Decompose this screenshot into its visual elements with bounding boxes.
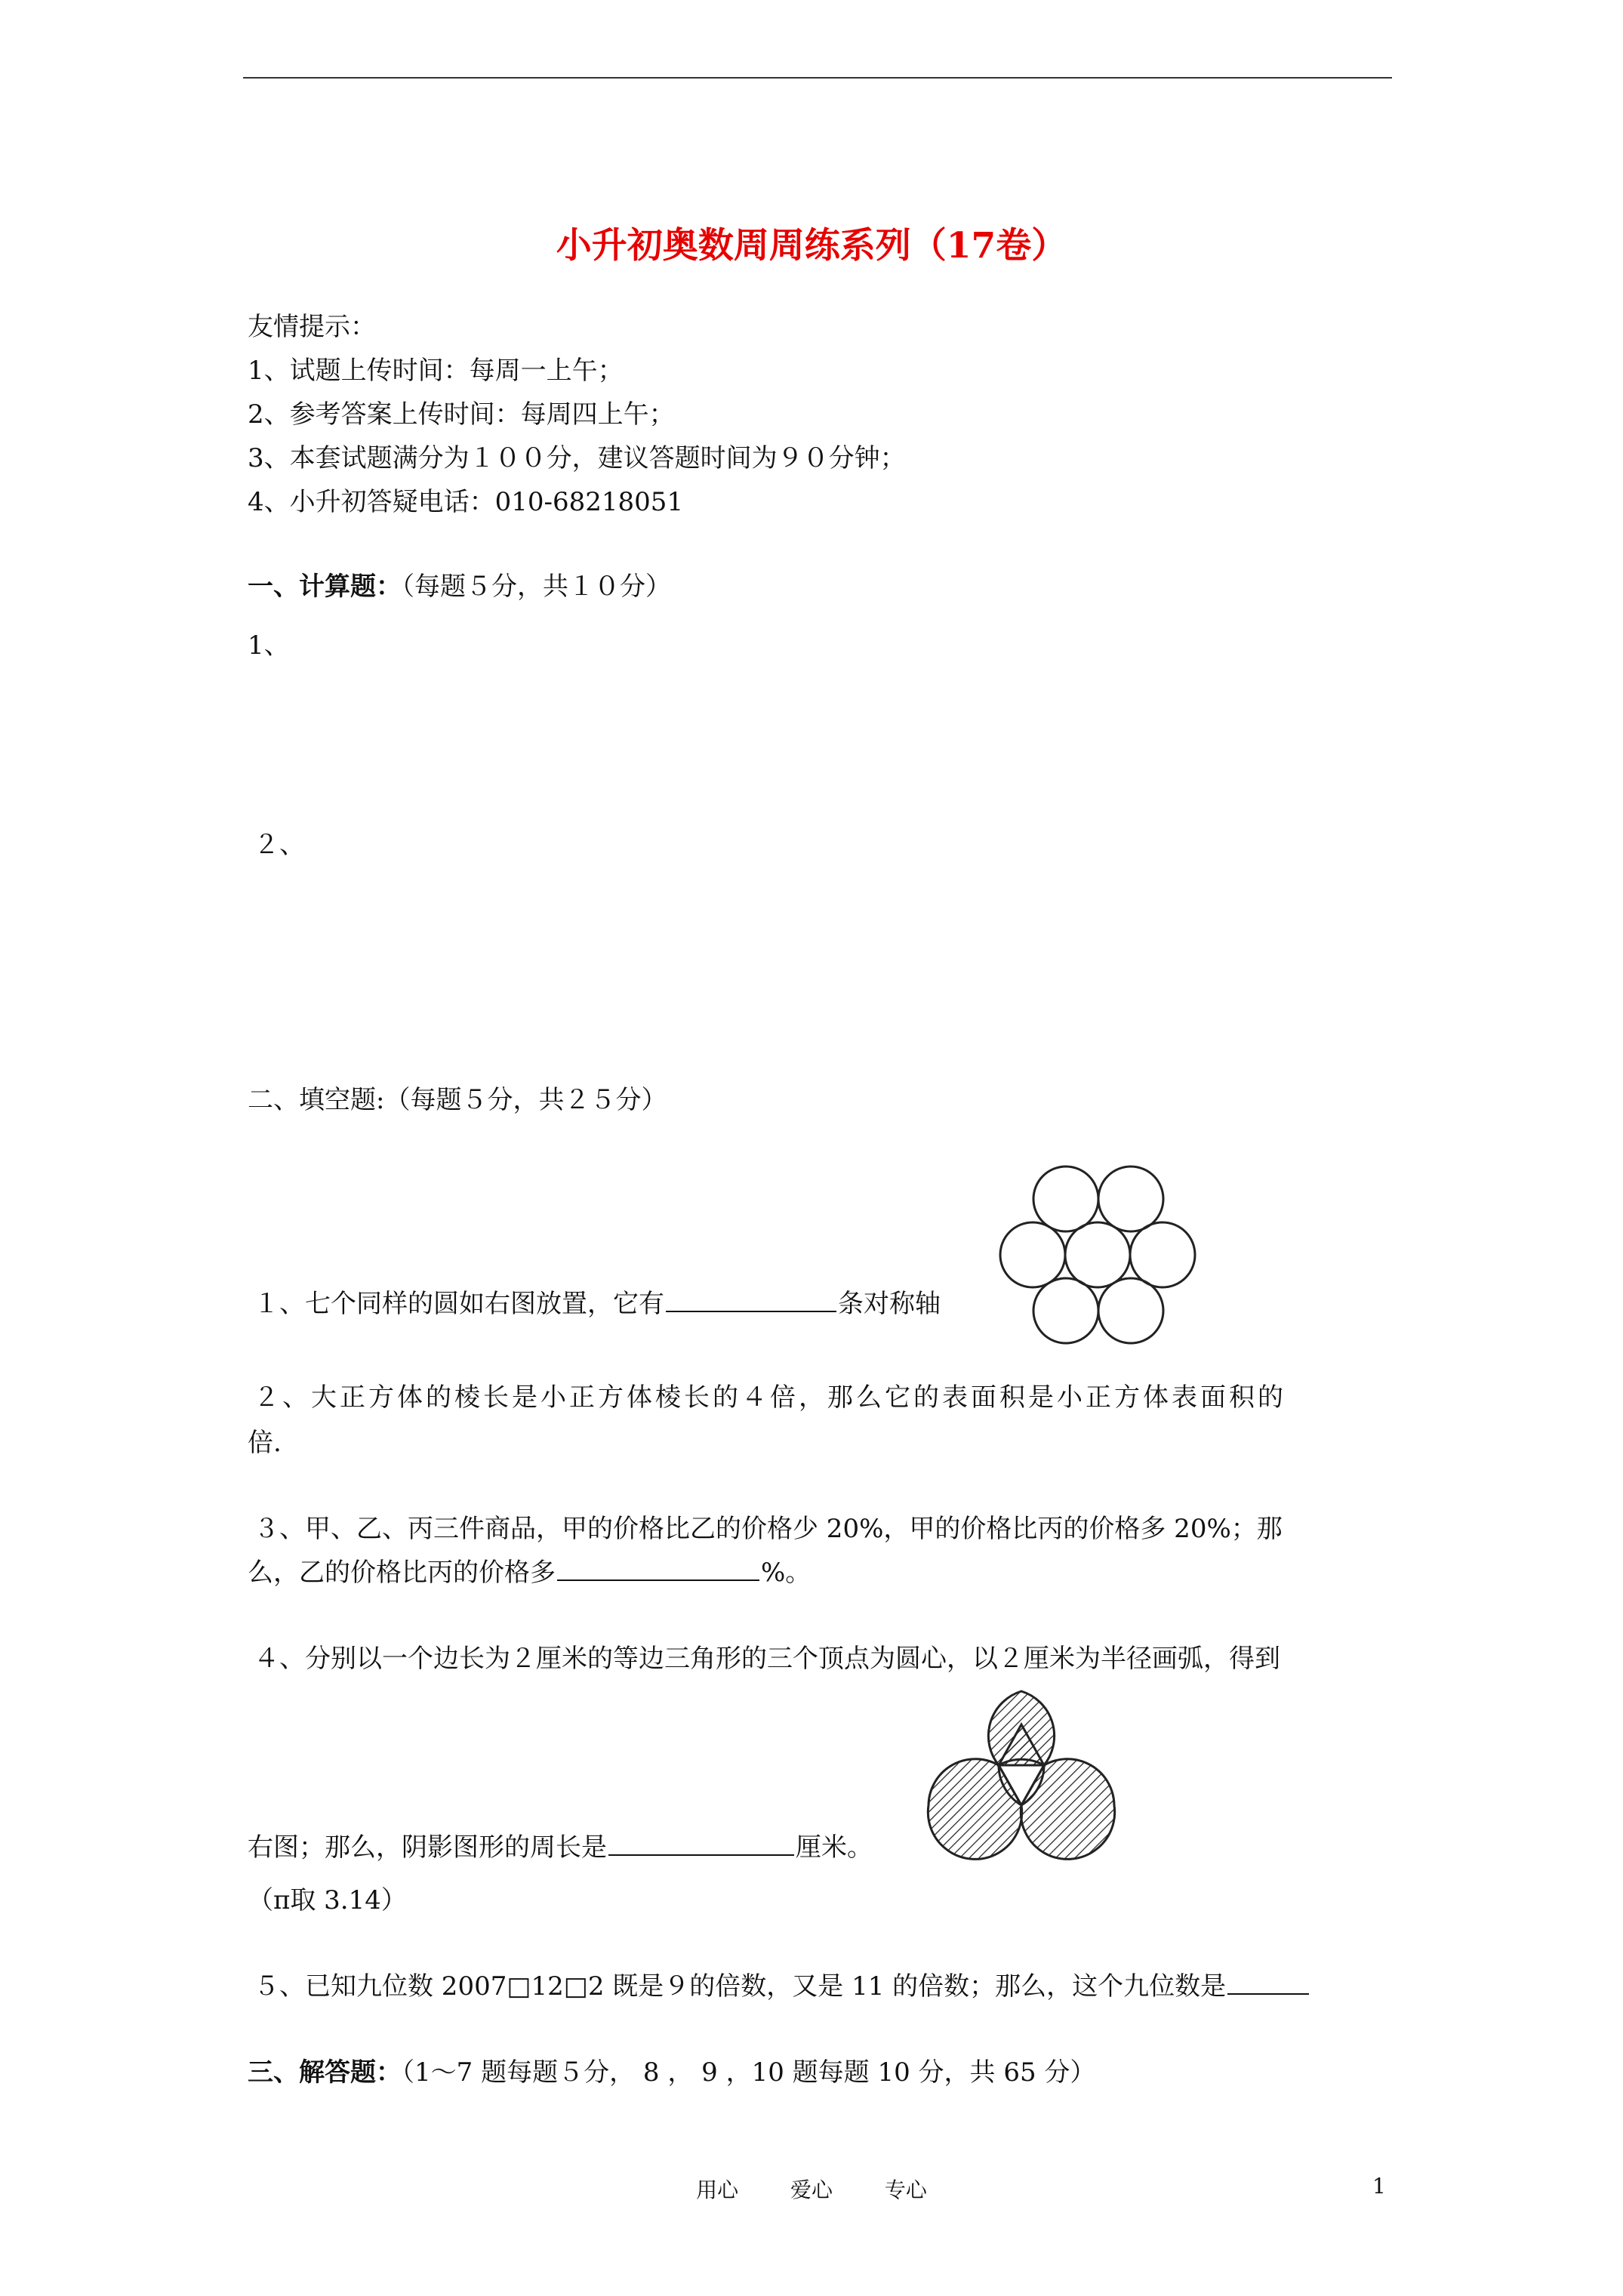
answer-blank-4[interactable]	[608, 1832, 794, 1856]
circle-center	[1065, 1222, 1130, 1287]
tips-heading: 友情提示：	[248, 312, 376, 342]
answer-blank-5[interactable]	[1227, 1971, 1309, 1995]
section3-title: 三、解答题：	[248, 2057, 402, 2088]
section2-heading	[248, 1084, 667, 1116]
question-5-text: ５、已知九位数 2007□12□2 既是９的倍数，又是 11 的倍数；那么，这个九位数是	[254, 1971, 1227, 2002]
page-title: 小升初奥数周周练系列（17卷）	[556, 225, 1067, 267]
tip-item-2: 2、参考答案上传时间：每周四上午；	[248, 399, 675, 430]
section2-question-2-line1: ２、大正方体的棱长是小正方体棱长的４倍，那么它的表面积是小正方体表面积的	[254, 1382, 1286, 1413]
header-rule	[243, 77, 1392, 79]
tip-item-4: 4、小升初答疑电话：010-68218051	[248, 487, 684, 517]
question-1-suffix: 条对称轴	[838, 1289, 941, 1319]
circle-middle-left	[1000, 1222, 1065, 1287]
section2-question-4-line3: （π取 3.14）	[248, 1885, 407, 1915]
section2-question-5	[254, 1971, 1310, 2002]
answer-blank-3[interactable]	[557, 1557, 759, 1581]
reuleaux-figure	[927, 1688, 1116, 1862]
circle-bottom-right	[1098, 1278, 1163, 1343]
page-number: 1	[1372, 2174, 1386, 2199]
section2-question-1	[254, 1288, 941, 1320]
circle-bottom-left	[1033, 1278, 1098, 1343]
question-3-suffix: %。	[761, 1558, 812, 1588]
section2-note: （每题５分，共２５分）	[384, 1085, 667, 1115]
section1-question-1: 1、	[248, 630, 290, 661]
section2-question-3-line1: ３、甲、乙、丙三件商品，甲的价格比乙的价格少 20%，甲的价格比丙的价格多 20%；那	[254, 1514, 1283, 1544]
circle-top-right	[1098, 1166, 1163, 1231]
page-footer: 用心 爱心 专心	[696, 2177, 927, 2202]
circle-top-left	[1033, 1166, 1098, 1231]
section1-heading	[248, 571, 671, 603]
section2-question-4-line2	[248, 1832, 873, 1863]
seven-circles-figure	[996, 1164, 1200, 1315]
section2-question-2-line2: 倍.	[248, 1428, 282, 1458]
lens-left	[928, 1759, 1021, 1860]
question-1-text: １、七个同样的圆如右图放置，它有	[254, 1289, 664, 1319]
section2-question-3-line2	[248, 1557, 811, 1589]
section2-title: 二、填空题:	[248, 1085, 385, 1115]
section2-question-4-line1: ４、分别以一个边长为２厘米的等边三角形的三个顶点为圆心，以２厘米为半径画弧，得到	[254, 1644, 1280, 1674]
section1-note: （每题５分，共１０分）	[402, 572, 671, 602]
section1-title: 一、计算题：	[248, 572, 402, 602]
section3-note: （1～7 题每题５分， 8 ， 9 ，10 题每题 10 分，共 65 分）	[402, 2057, 1096, 2088]
tip-item-3: 3、本套试题满分为１００分，建议答题时间为９０分钟；	[248, 443, 906, 473]
lens-right	[1021, 1759, 1114, 1860]
answer-blank-1[interactable]	[666, 1288, 836, 1312]
tip-item-1: 1、试题上传时间：每周一上午；	[248, 356, 624, 386]
question-4-suffix: 厘米。	[796, 1832, 873, 1863]
lens-top	[988, 1691, 1054, 1765]
question-4-text: 右图；那么，阴影图形的周长是	[248, 1832, 607, 1863]
section3-heading	[248, 2057, 1095, 2088]
circle-middle-right	[1130, 1222, 1195, 1287]
section1-question-2: ２、	[254, 830, 305, 860]
question-3-text: 么，乙的价格比丙的价格多	[248, 1558, 556, 1588]
